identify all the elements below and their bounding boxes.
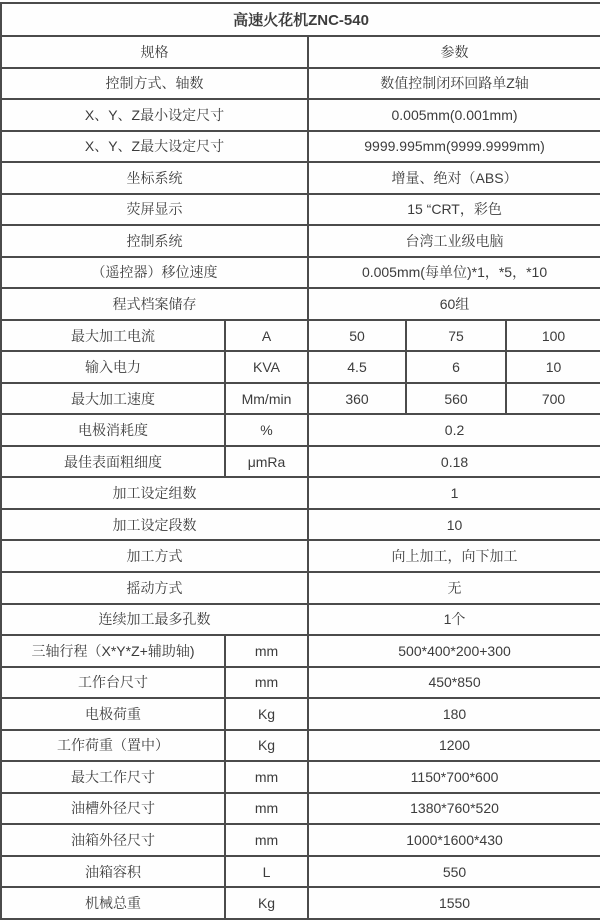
table-row <box>1 351 600 383</box>
spec-unit: Kg <box>225 698 308 730</box>
spec-value: 75 <box>406 320 506 352</box>
spec-unit: mm <box>225 667 308 699</box>
table-row <box>1 667 600 699</box>
spec-label: 最佳表面粗细度 <box>1 446 225 478</box>
spec-unit: KVA <box>225 351 308 383</box>
spec-label: 最大加工电流 <box>1 320 225 352</box>
spec-label: 油箱外径尺寸 <box>1 824 225 856</box>
table-row <box>1 793 600 825</box>
spec-value: 0.2 <box>308 414 600 446</box>
spec-value: 360 <box>308 383 406 415</box>
spec-unit: mm <box>225 824 308 856</box>
spec-value: 500*400*200+300 <box>308 635 600 667</box>
spec-unit: A <box>225 320 308 352</box>
table-row <box>1 414 600 446</box>
spec-value: 增量、绝对（ABS） <box>308 162 600 194</box>
spec-value: 1550 <box>308 887 600 919</box>
table-row <box>1 824 600 856</box>
table-row <box>1 572 600 604</box>
spec-label: 程式档案储存 <box>1 288 308 320</box>
spec-value: 0.005mm(0.001mm) <box>308 99 600 131</box>
spec-unit: % <box>225 414 308 446</box>
table-row <box>1 698 600 730</box>
spec-value: 560 <box>406 383 506 415</box>
spec-unit: Kg <box>225 730 308 762</box>
spec-label: 输入电力 <box>1 351 225 383</box>
table-header-row <box>1 36 600 68</box>
spec-value: 50 <box>308 320 406 352</box>
spec-unit: L <box>225 856 308 888</box>
spec-value: 台湾工业级电脑 <box>308 225 600 257</box>
table-row <box>1 540 600 572</box>
spec-label: 电极荷重 <box>1 698 225 730</box>
table-row <box>1 635 600 667</box>
table-row <box>1 131 600 163</box>
table-row <box>1 162 600 194</box>
spec-label: 最大加工速度 <box>1 383 225 415</box>
spec-label: 加工设定段数 <box>1 509 308 541</box>
spec-value: 6 <box>406 351 506 383</box>
spec-value: 1150*700*600 <box>308 761 600 793</box>
spec-unit: Mm/min <box>225 383 308 415</box>
spec-unit: mm <box>225 793 308 825</box>
spec-table <box>0 2 600 920</box>
spec-value: 450*850 <box>308 667 600 699</box>
spec-value: 数值控制闭环回路单Z轴 <box>308 68 600 100</box>
spec-value: 1380*760*520 <box>308 793 600 825</box>
spec-value: 1200 <box>308 730 600 762</box>
spec-label: 三轴行程（X*Y*Z+辅助轴) <box>1 635 225 667</box>
spec-value: 0.005mm(每单位)*1，*5，*10 <box>308 257 600 289</box>
spec-unit: μmRa <box>225 446 308 478</box>
spec-value: 向上加工，向下加工 <box>308 540 600 572</box>
table-row <box>1 730 600 762</box>
spec-value: 700 <box>506 383 600 415</box>
spec-value: 1000*1600*430 <box>308 824 600 856</box>
spec-value: 180 <box>308 698 600 730</box>
table-row <box>1 3 600 36</box>
table-title: 高速火花机ZNC-540 <box>1 3 600 36</box>
spec-label: 控制系统 <box>1 225 308 257</box>
spec-label: 工作台尺寸 <box>1 667 225 699</box>
header-param: 参数 <box>308 36 600 68</box>
spec-value: 10 <box>308 509 600 541</box>
table-row <box>1 477 600 509</box>
table-row <box>1 509 600 541</box>
spec-label: 油槽外径尺寸 <box>1 793 225 825</box>
spec-label: （遥控器）移位速度 <box>1 257 308 289</box>
table-row <box>1 99 600 131</box>
spec-label: 荧屏显示 <box>1 194 308 226</box>
table-row <box>1 288 600 320</box>
spec-label: 机械总重 <box>1 887 225 919</box>
table-row <box>1 887 600 919</box>
spec-value: 1 <box>308 477 600 509</box>
table-row <box>1 194 600 226</box>
spec-label: X、Y、Z最大设定尺寸 <box>1 131 308 163</box>
spec-label: X、Y、Z最小设定尺寸 <box>1 99 308 131</box>
table-row <box>1 225 600 257</box>
table-row <box>1 604 600 636</box>
spec-unit: mm <box>225 635 308 667</box>
table-row <box>1 856 600 888</box>
table-row <box>1 68 600 100</box>
spec-label: 加工设定组数 <box>1 477 308 509</box>
spec-unit: mm <box>225 761 308 793</box>
spec-value: 15 “CRT，彩色 <box>308 194 600 226</box>
table-row <box>1 320 600 352</box>
spec-label: 电极消耗度 <box>1 414 225 446</box>
spec-value: 60组 <box>308 288 600 320</box>
table-row <box>1 446 600 478</box>
spec-label: 工作荷重（置中） <box>1 730 225 762</box>
spec-value: 4.5 <box>308 351 406 383</box>
spec-label: 最大工作尺寸 <box>1 761 225 793</box>
spec-label: 油箱容积 <box>1 856 225 888</box>
spec-label: 加工方式 <box>1 540 308 572</box>
spec-value: 9999.995mm(9999.9999mm) <box>308 131 600 163</box>
spec-value: 无 <box>308 572 600 604</box>
spec-label: 摇动方式 <box>1 572 308 604</box>
spec-label: 控制方式、轴数 <box>1 68 308 100</box>
table-row <box>1 383 600 415</box>
spec-value: 100 <box>506 320 600 352</box>
spec-label: 坐标系统 <box>1 162 308 194</box>
spec-unit: Kg <box>225 887 308 919</box>
spec-value: 0.18 <box>308 446 600 478</box>
spec-value: 1个 <box>308 604 600 636</box>
spec-value: 10 <box>506 351 600 383</box>
table-row <box>1 257 600 289</box>
spec-value: 550 <box>308 856 600 888</box>
header-spec: 规格 <box>1 36 308 68</box>
spec-label: 连续加工最多孔数 <box>1 604 308 636</box>
table-row <box>1 761 600 793</box>
